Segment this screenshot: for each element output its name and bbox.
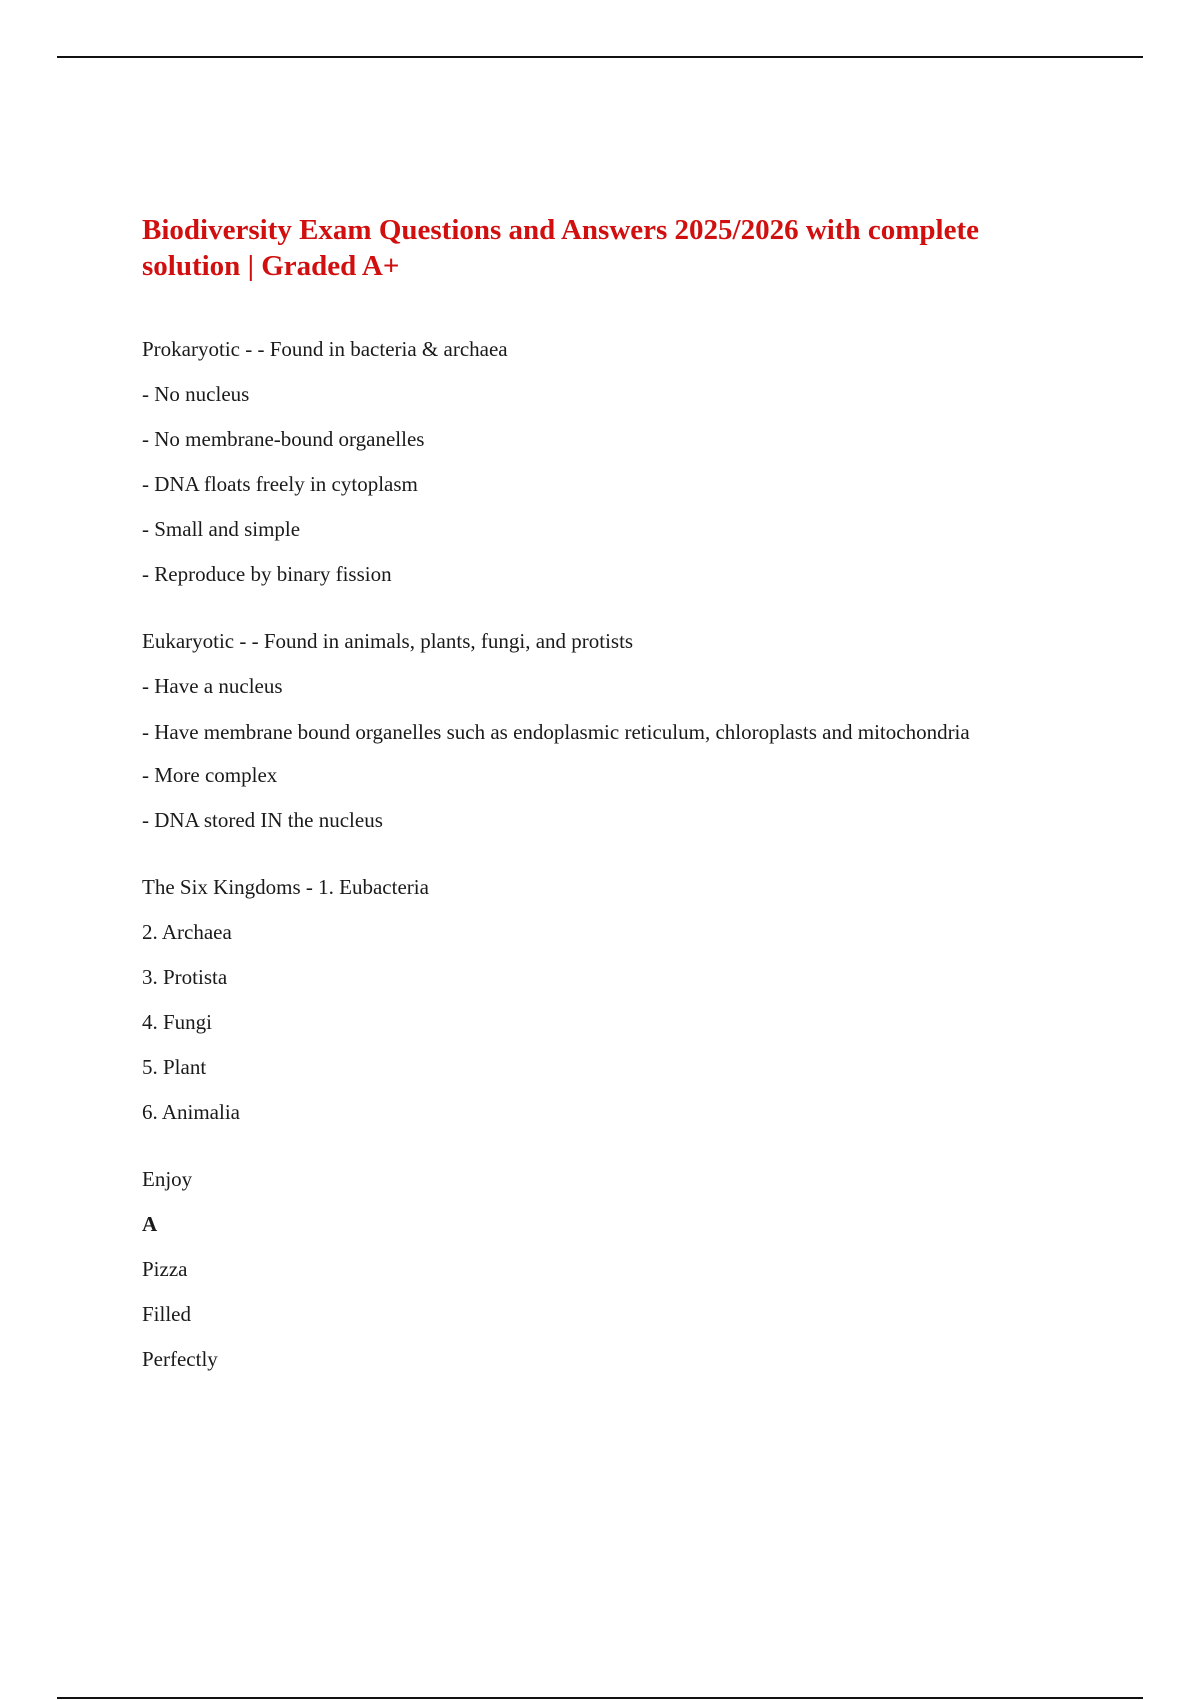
kingdom-item: 5. Plant [142, 1055, 207, 1079]
answer-line: - Have membrane bound organelles such as endoplasmic reticulum, chloroplasts and mitochondria [142, 720, 970, 744]
section-eukaryotic [142, 628, 1072, 834]
closing-line: Filled [142, 1302, 192, 1326]
document-body [142, 212, 1072, 1391]
answer-line: - No membrane-bound organelles [142, 427, 425, 451]
answer-line: - No nucleus [142, 382, 250, 406]
question-eukaryotic: Eukaryotic - - Found in animals, plants, fungi, and protists [142, 629, 634, 653]
section-prokaryotic [142, 336, 1072, 588]
top-rule [57, 56, 1143, 58]
closing-line: A [142, 1212, 158, 1236]
question-prokaryotic: Prokaryotic - - Found in bacteria & archaea [142, 337, 508, 361]
answer-line: - DNA stored IN the nucleus [142, 808, 383, 832]
answer-line: - Reproduce by binary fission [142, 562, 392, 586]
kingdom-item: 2. Archaea [142, 920, 232, 944]
document-title: Biodiversity Exam Questions and Answers 2025/2026 with complete solution | Graded A+ [142, 214, 979, 282]
question-six-kingdoms: The Six Kingdoms - 1. Eubacteria [142, 875, 429, 899]
closing-line: Perfectly [142, 1347, 218, 1371]
kingdom-item: 6. Animalia [142, 1100, 240, 1124]
answer-line: - DNA floats freely in cytoplasm [142, 472, 418, 496]
kingdom-item: 4. Fungi [142, 1010, 213, 1034]
closing-line: Pizza [142, 1257, 188, 1281]
bottom-rule [57, 1697, 1143, 1699]
answer-line: - Small and simple [142, 517, 301, 541]
answer-line: - More complex [142, 763, 278, 787]
section-closing [142, 1166, 1072, 1373]
answer-line: - Have a nucleus [142, 674, 283, 698]
section-six-kingdoms [142, 874, 1072, 1126]
closing-line: Enjoy [142, 1167, 193, 1191]
kingdom-item: 3. Protista [142, 965, 228, 989]
